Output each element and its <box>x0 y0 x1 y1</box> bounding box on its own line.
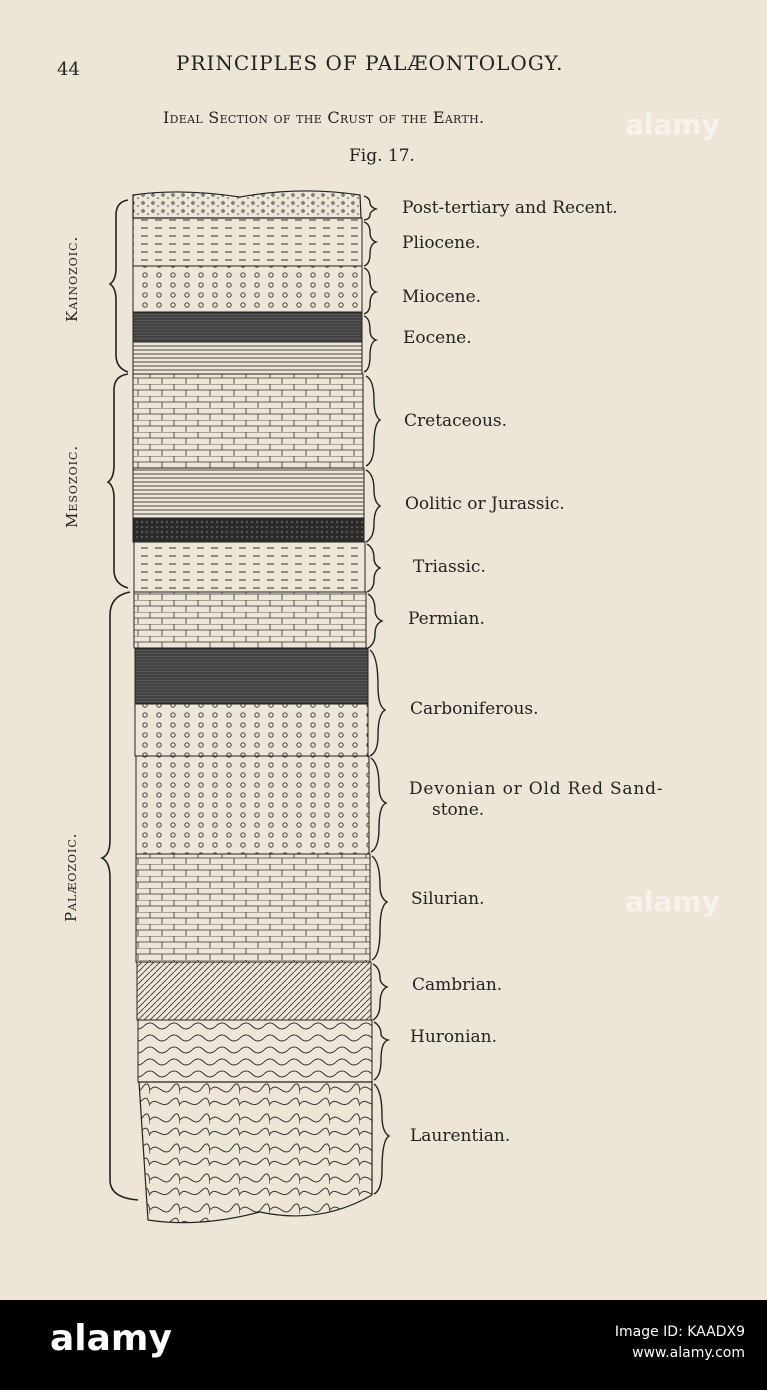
label-huronian: Huronian. <box>410 1027 498 1047</box>
label-cambrian: Cambrian. <box>412 975 503 995</box>
alamy-logo: alamy <box>50 1318 172 1359</box>
figure-label: Fig. 17. <box>349 146 415 166</box>
label-jurassic: Oolitic or Jurassic. <box>405 494 565 514</box>
watermark: alamy <box>625 885 720 918</box>
figure-caption: Ideal Section of the Crust of the Earth. <box>163 108 485 127</box>
stratum-carboniferous-coal <box>135 648 368 704</box>
label-laurentian: Laurentian. <box>410 1126 511 1146</box>
stratum-pliocene <box>133 218 362 266</box>
mesozoic-brace <box>108 374 128 588</box>
stratum-jurassic-dark <box>133 518 364 542</box>
stratum-post-tertiary <box>133 191 361 218</box>
label-triassic: Triassic. <box>413 557 486 577</box>
stratum-silurian <box>136 854 370 962</box>
strata-column <box>133 191 372 1223</box>
stratum-cretaceous <box>133 374 363 468</box>
stratum-laurentian <box>139 1082 372 1223</box>
label-pliocene: Pliocene. <box>402 233 481 253</box>
image-id: Image ID: KAADX9 <box>614 1324 745 1340</box>
stratum-eocene-lower <box>133 342 362 374</box>
stratum-cambrian <box>137 962 371 1020</box>
label-miocene: Miocene. <box>402 287 482 307</box>
stratum-eocene-upper <box>133 312 362 342</box>
kainozoic-brace <box>110 200 128 372</box>
era-palaeozoic: Palæozoic. <box>62 832 80 922</box>
footer-info <box>615 1322 745 1364</box>
label-carboniferous: Carboniferous. <box>410 699 539 719</box>
stratum-huronian <box>138 1020 372 1082</box>
label-post-tertiary: Post-tertiary and Recent. <box>402 198 618 218</box>
stratum-miocene <box>133 266 362 312</box>
label-cretaceous: Cretaceous. <box>404 411 508 431</box>
stratum-devonian <box>136 756 369 854</box>
stratum-triassic <box>134 542 365 592</box>
label-eocene: Eocene. <box>403 328 472 348</box>
watermark: alamy <box>625 108 720 141</box>
stratum-permian <box>134 592 366 648</box>
stratum-carboniferous-grit <box>135 704 368 756</box>
label-permian: Permian. <box>408 609 485 629</box>
label-silurian: Silurian. <box>411 889 485 909</box>
era-mesozoic: Mesozoic. <box>63 444 81 528</box>
page-number: 44 <box>57 59 80 80</box>
era-kainozoic: Kainozoic. <box>63 235 81 322</box>
label-devonian: Devonian or Old Red Sand- <box>409 779 664 799</box>
label-devonian-cont: stone. <box>432 800 485 820</box>
palaeozoic-brace <box>102 592 138 1200</box>
running-head: PRINCIPLES OF PALÆONTOLOGY. <box>176 51 564 75</box>
footer-url: www.alamy.com <box>632 1345 745 1361</box>
stratum-jurassic <box>133 468 364 518</box>
